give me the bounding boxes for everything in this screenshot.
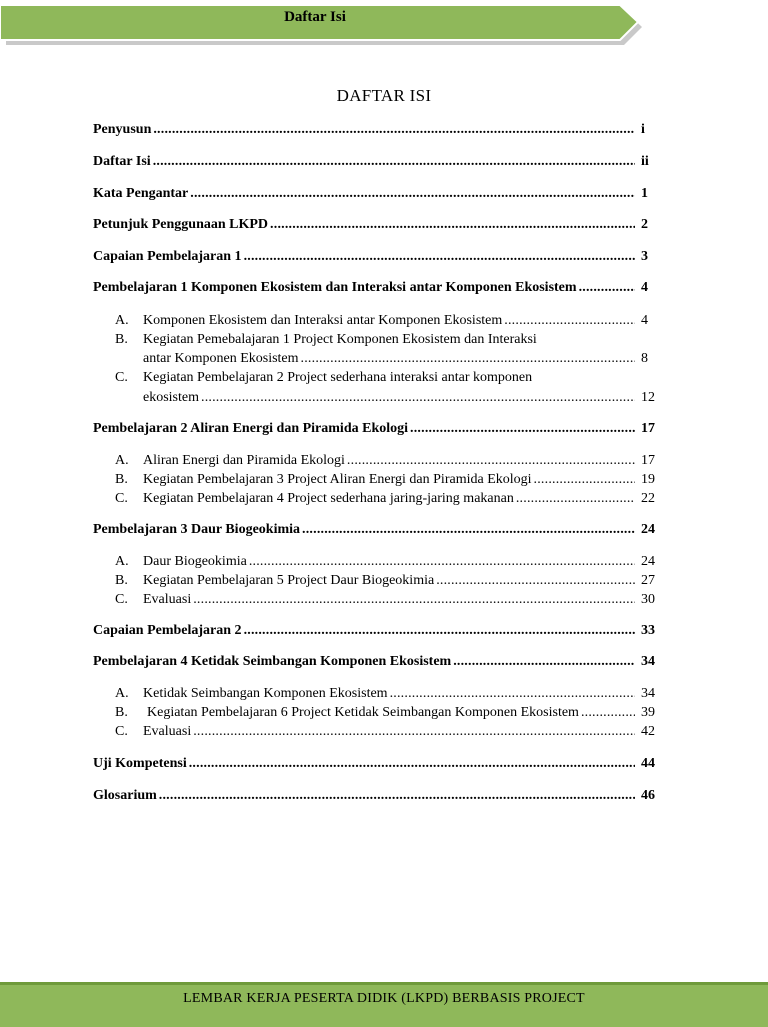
- toc-page: 34: [641, 654, 655, 669]
- toc-sub-letter: A.: [115, 686, 129, 701]
- toc-page: 3: [641, 249, 648, 264]
- toc-entry-pembelajaran-3[interactable]: [93, 520, 663, 539]
- toc-sub-label: Evaluasi: [143, 592, 192, 607]
- toc-page: 42: [641, 724, 655, 739]
- toc-subentry-line1: [93, 330, 663, 349]
- toc-page: ii: [641, 154, 649, 169]
- toc-sub-label: Kegiatan Pembelajaran 3 Project Aliran Energi dan Piramida Ekologi: [143, 472, 532, 487]
- toc-sub-label: Evaluasi: [143, 724, 192, 739]
- toc-page: 24: [641, 554, 655, 569]
- toc-entry-pembelajaran-4[interactable]: [93, 652, 663, 671]
- toc-subentry[interactable]: [93, 590, 663, 609]
- toc-sub-letter: A.: [115, 453, 129, 468]
- toc-label: Pembelajaran 3 Daur Biogeokimia: [93, 522, 301, 537]
- header-title: Daftar Isi: [284, 9, 346, 25]
- toc-page: 30: [641, 592, 655, 607]
- toc-entry-petunjuk[interactable]: [93, 215, 663, 234]
- toc-sub-label: Aliran Energi dan Piramida Ekologi: [143, 453, 345, 468]
- toc-label: Daftar Isi: [93, 154, 151, 169]
- toc-subentry[interactable]: [93, 470, 663, 489]
- toc-sub-label: Kegiatan Pembelajaran 2 Project sederhana interaksi antar komponen: [143, 370, 533, 385]
- toc-label: Pembelajaran 2 Aliran Energi dan Piramida Ekologi: [93, 421, 409, 436]
- dot-leader: [270, 215, 635, 234]
- toc-page: 33: [641, 623, 655, 638]
- toc-page: 17: [641, 453, 655, 468]
- toc-page: 12: [641, 390, 655, 405]
- dot-leader: [153, 152, 635, 171]
- dot-leader: [244, 247, 635, 266]
- dot-leader: [390, 684, 635, 703]
- dot-leader: [193, 722, 635, 741]
- toc-sub-letter: C.: [115, 370, 128, 385]
- dot-leader: [249, 552, 635, 571]
- toc-page: 19: [641, 472, 655, 487]
- dot-leader: [189, 754, 635, 773]
- toc-sub-letter: C.: [115, 592, 128, 607]
- toc-sub-letter: B.: [115, 472, 128, 487]
- toc-page: 39: [641, 705, 655, 720]
- toc-page: 8: [641, 351, 648, 366]
- toc-page: 1: [641, 186, 648, 201]
- toc-page: 17: [641, 421, 655, 436]
- toc-sub-letter: A.: [115, 313, 129, 328]
- toc-entry-penyusun[interactable]: [93, 120, 663, 139]
- toc-subentry[interactable]: [93, 388, 663, 407]
- toc-sub-label: Komponen Ekosistem dan Interaksi antar Komponen Ekosistem: [143, 313, 503, 328]
- toc-page: 24: [641, 522, 655, 537]
- toc-entry-capaian-2[interactable]: [93, 621, 663, 640]
- toc-label: Capaian Pembelajaran 1: [93, 249, 242, 264]
- dot-leader: [244, 621, 635, 640]
- toc-page: 4: [641, 313, 648, 328]
- toc-entry-daftar-isi[interactable]: [93, 152, 663, 171]
- toc-label: Petunjuk Penggunaan LKPD: [93, 217, 269, 232]
- dot-leader: [302, 520, 635, 539]
- toc-sub-letter: B.: [115, 705, 128, 720]
- dot-leader: [190, 184, 635, 203]
- toc-subentry[interactable]: [93, 489, 663, 508]
- toc-sub-label: Ketidak Seimbangan Komponen Ekosistem: [143, 686, 388, 701]
- toc-entry-uji-kompetensi[interactable]: [93, 754, 663, 773]
- toc-subentry[interactable]: [93, 703, 663, 722]
- toc-subentry[interactable]: [93, 722, 663, 741]
- footer-text: LEMBAR KERJA PESERTA DIDIK (LKPD) BERBASIS PROJECT: [183, 991, 585, 1006]
- toc-label: Capaian Pembelajaran 2: [93, 623, 242, 638]
- toc-sub-label: Kegiatan Pemebalajaran 1 Project Komponen Ekosistem dan Interaksi: [143, 332, 537, 347]
- dot-leader: [579, 278, 635, 297]
- toc-subentry[interactable]: [93, 311, 663, 330]
- toc-label: Pembelajaran 1 Komponen Ekosistem dan Interaksi antar Komponen Ekosistem: [93, 280, 577, 295]
- toc-page: 22: [641, 491, 655, 506]
- toc-sub-label: antar Komponen Ekosistem: [143, 351, 299, 366]
- toc-sub-letter: B.: [115, 573, 128, 588]
- toc-entry-pembelajaran-1[interactable]: [93, 278, 663, 297]
- toc-subentry-line1: [93, 368, 663, 387]
- toc-label: Penyusun: [93, 122, 152, 137]
- toc-sub-label: Kegiatan Pembelajaran 6 Project Ketidak Seimbangan Komponen Ekosistem: [147, 705, 579, 720]
- dot-leader: [453, 652, 635, 671]
- toc-subentry[interactable]: [93, 552, 663, 571]
- toc-label: Pembelajaran 4 Ketidak Seimbangan Komponen Ekosistem: [93, 654, 452, 669]
- dot-leader: [534, 470, 635, 489]
- dot-leader: [516, 489, 635, 508]
- toc-subentry[interactable]: [93, 451, 663, 470]
- toc-subentry[interactable]: [93, 349, 663, 368]
- toc-label: Glosarium: [93, 788, 157, 803]
- header-banner: [0, 0, 768, 50]
- toc-label: Uji Kompetensi: [93, 756, 187, 771]
- toc-page: 34: [641, 686, 655, 701]
- dot-leader: [193, 590, 635, 609]
- dot-leader: [201, 388, 635, 407]
- page-title: DAFTAR ISI: [336, 86, 432, 105]
- toc-sub-letter: B.: [115, 332, 128, 347]
- toc-sub-letter: C.: [115, 724, 128, 739]
- toc-label: Kata Pengantar: [93, 186, 189, 201]
- dot-leader: [301, 349, 635, 368]
- dot-leader: [504, 311, 635, 330]
- toc-page: i: [641, 122, 645, 137]
- toc-page: 2: [641, 217, 648, 232]
- dot-leader: [159, 786, 635, 805]
- toc-sub-label: ekosistem: [143, 390, 199, 405]
- toc-sub-label: Daur Biogeokimia: [143, 554, 247, 569]
- toc-subentry[interactable]: [93, 571, 663, 590]
- toc-sub-letter: C.: [115, 491, 128, 506]
- toc-subentry[interactable]: [93, 684, 663, 703]
- toc-sub-letter: A.: [115, 554, 129, 569]
- toc-page: 27: [641, 573, 655, 588]
- toc-entry-kata-pengantar[interactable]: [93, 184, 663, 203]
- dot-leader: [436, 571, 635, 590]
- footer-bar: [0, 982, 768, 1027]
- toc-page: 46: [641, 788, 655, 803]
- dot-leader: [410, 419, 635, 438]
- toc-page: 44: [641, 756, 655, 771]
- dot-leader: [347, 451, 635, 470]
- toc-sub-label: Kegiatan Pembelajaran 4 Project sederhana jaring-jaring makanan: [143, 491, 514, 506]
- toc-entry-capaian-1[interactable]: [93, 247, 663, 266]
- toc-page: 4: [641, 280, 648, 295]
- toc-sub-label: Kegiatan Pembelajaran 5 Project Daur Biogeokimia: [143, 573, 435, 588]
- toc-entry-glosarium[interactable]: [93, 786, 663, 805]
- dot-leader: [153, 120, 635, 139]
- dot-leader: [581, 703, 635, 722]
- toc-entry-pembelajaran-2[interactable]: [93, 419, 663, 438]
